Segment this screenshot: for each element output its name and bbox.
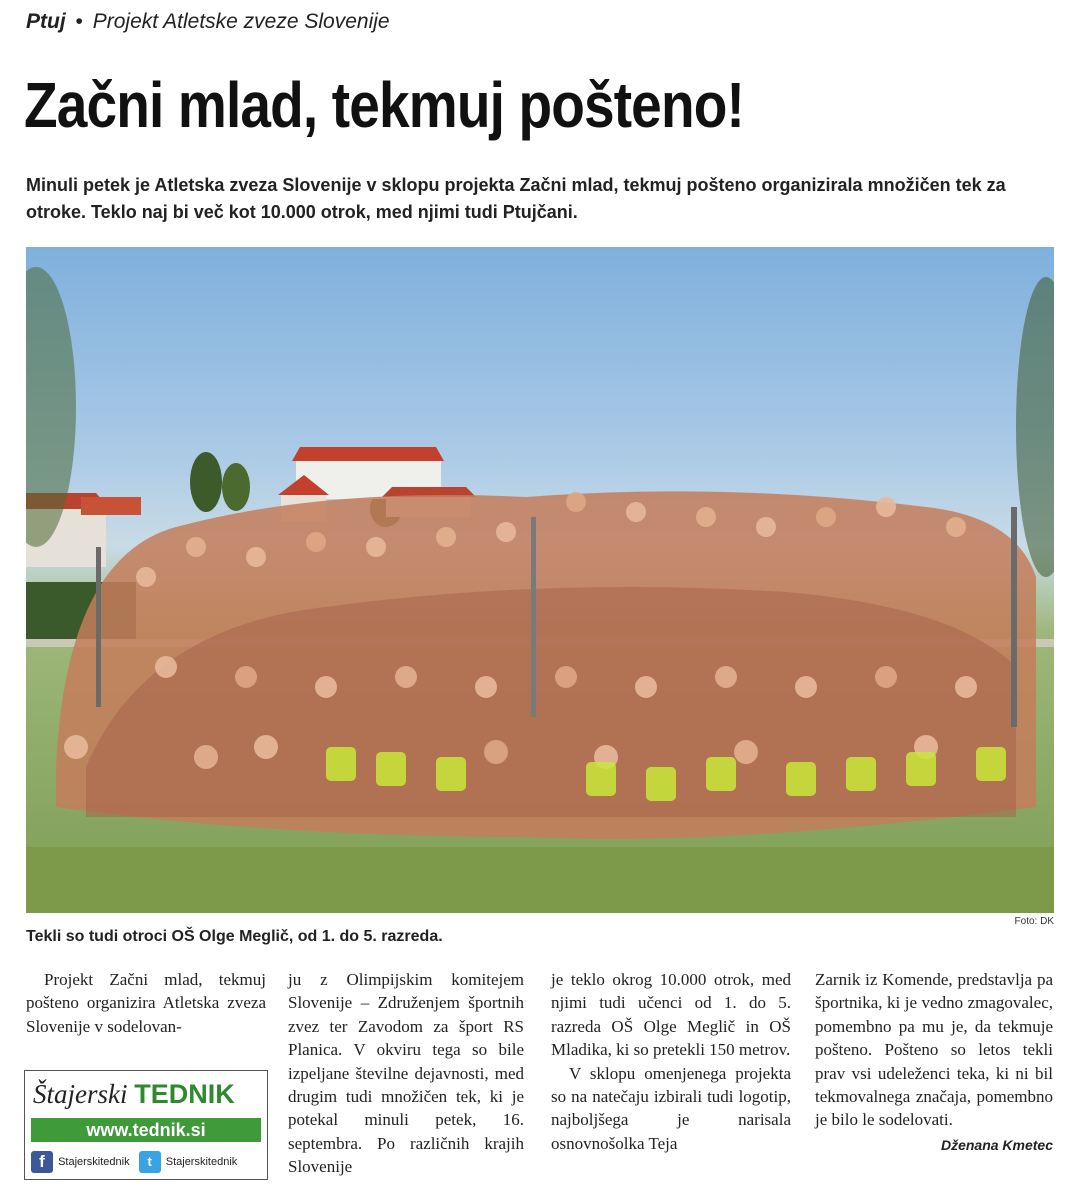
kicker-bullet: • <box>75 10 83 33</box>
logo-bold: TEDNIK <box>134 1079 235 1109</box>
photo-credit: Foto: DK <box>1014 916 1054 927</box>
group-photo-illustration <box>26 247 1054 913</box>
body-column-1 <box>26 968 266 1038</box>
group-photo <box>26 247 1054 913</box>
logo-italic: Štajerski <box>33 1079 128 1109</box>
body-text: Zarnik iz Komende, predstavlja pa športnika, ki je vedno zmagovalec, pomembno pa mu je, da tekmuje pošteno. Pošteno so letos tekli prav vsi udeleženci teka, ki ni bil tekmovalnega značaja, pomembno je bilo le sodelovati. <box>815 970 1053 1130</box>
facebook-icon[interactable]: f <box>31 1151 53 1173</box>
body-paragraph: V sklopu omenjenega projekta so na natečaju izbirali tudi logotip, najboljšega je narisala osnovnošolka Teja <box>551 1063 791 1153</box>
author-byline: Dženana Kmetec <box>940 1136 1053 1153</box>
facebook-label[interactable]: Stajerskitednik <box>58 1156 130 1168</box>
tednik-url-link[interactable]: www.tednik.si <box>31 1118 261 1142</box>
twitter-label[interactable]: Stajerskitednik <box>165 1156 238 1168</box>
tednik-advert[interactable] <box>24 1070 268 1180</box>
body-paragraph: je teklo okrog 10.000 otrok, med njimi tudi učenci od 1. do 5. razreda OŠ Olge Meglič in OŠ Mladika, ki so pretekli 150 metrov. <box>551 970 791 1060</box>
kicker-place: Ptuj <box>26 10 66 33</box>
lead-paragraph: Minuli petek je Atletska zveza Slovenije v sklopu projekta Začni mlad, tekmuj pošteno organizirala množičen tek za otroke. Teklo naj bi več kot 10.000 otrok, med njimi tudi Ptujčani. <box>26 175 1006 222</box>
body-text: ju z Olimpijskim komitejem Slovenije – Združenjem športnih zvez ter Zavodom za šport RS Planica. V okviru tega so bile izpeljane številne dejavnosti, med drugim tudi množičen tek, ki je potekal minuli petek, 16. septembra. Po različnih krajih Slovenije <box>288 970 524 1177</box>
article-kicker <box>26 10 390 34</box>
tednik-logo <box>33 1079 235 1110</box>
social-links <box>31 1151 265 1175</box>
body-text: Projekt Začni mlad, tekmuj pošteno organizira Atletska zveza Slovenije v sodelovan- <box>26 970 266 1036</box>
body-column-4 <box>815 968 1053 1157</box>
headline: Začni mlad, tekmuj pošteno! <box>24 69 744 141</box>
body-column-3 <box>551 968 791 1155</box>
body-column-2 <box>288 968 524 1179</box>
photo-caption: Tekli so tudi otroci OŠ Olge Meglič, od 1. do 5. razreda. <box>26 928 443 945</box>
kicker-project: Projekt Atletske zveze Slovenije <box>92 10 390 33</box>
twitter-icon[interactable]: t <box>139 1151 161 1173</box>
